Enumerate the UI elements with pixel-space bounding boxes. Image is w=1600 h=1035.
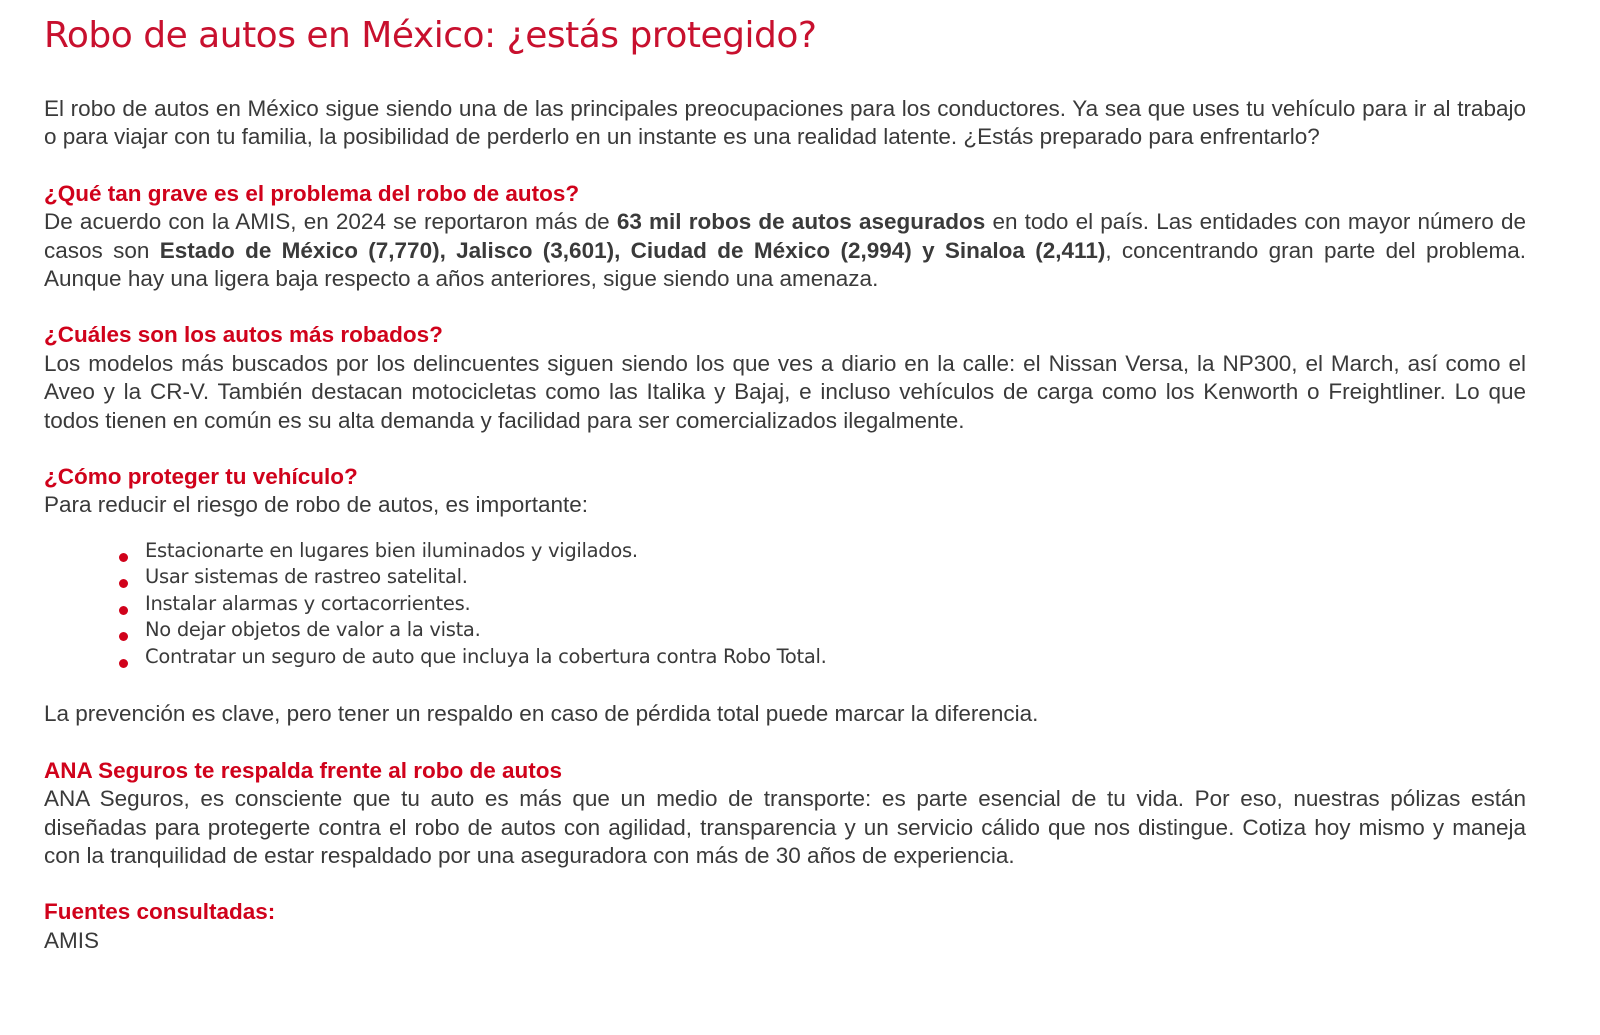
bullet-dot-icon <box>119 632 128 641</box>
section-text-models: Los modelos más buscados por los delincuentes siguen siendo los que ves a diario en la calle: el Nissan Versa, la NP300, el March, así como el Aveo y la CR-V. También destacan motocicletas como las Italika y Bajaj, e incluso vehículos de carga como los Kenworth o Freightliner. Lo que todos tienen en común es su alta demanda y facilidad para ser comercializados ilegalmente. <box>44 350 1526 433</box>
page-title: Robo de autos en México: ¿estás protegido? <box>44 15 817 56</box>
bold-states: Estado de México (7,770), Jalisco (3,601), Ciudad de México (2,994) y Sinaloa (2,411) <box>159 237 1106 263</box>
list-item <box>119 564 1526 591</box>
section-text-problem <box>44 208 1526 293</box>
intro-paragraph: El robo de autos en México sigue siendo una de las principales preocupaciones para los conductores. Ya sea que uses tu vehículo para ir al trabajo o para viajar con tu familia, la posibilidad de perderlo en un instante es una realidad latente. ¿Estás preparado para enfrentarlo? <box>44 96 1526 150</box>
prevention-paragraph: La prevención es clave, pero tener un respaldo en caso de pérdida total puede marcar la diferencia. <box>44 701 1039 727</box>
bold-stat: 63 mil robos de autos asegurados <box>616 209 986 235</box>
text-segment: , concentrando gran parte del problema. Aunque hay una ligera baja respecto a años anteriores, sigue siendo una amenaza. <box>44 237 1526 292</box>
bullet-dot-icon <box>119 553 128 562</box>
section-heading-ana: ANA Seguros te respalda frente al robo de autos <box>44 757 563 783</box>
article <box>44 0 1526 955</box>
list-item-text: Instalar alarmas y cortacorrientes. <box>145 591 471 615</box>
section-text-protect: Para reducir el riesgo de robo de autos, es importante: <box>44 492 589 518</box>
list-item-text: No dejar objetos de valor a la vista. <box>145 618 481 642</box>
list-item <box>119 591 1526 618</box>
bullet-dot-icon <box>119 579 128 588</box>
list-item-text: Estacionarte en lugares bien iluminados y vigilados. <box>145 538 638 562</box>
section-text-ana: ANA Seguros, es consciente que tu auto es más que un medio de transporte: es parte esencial de tu vida. Por eso, nuestras pólizas están diseñadas para protegerte contra el robo de autos con agilidad, transparencia y un servicio cálido que nos distingue. Cotiza hoy mismo y maneja con la tranquilidad de estar respaldado por una aseguradora con más de 30 años de experiencia. <box>44 786 1526 868</box>
section-heading-models: ¿Cuáles son los autos más robados? <box>44 322 443 348</box>
sources-text: AMIS <box>44 927 100 953</box>
text-segment: De acuerdo con la AMIS, en 2024 se reportaron más de <box>44 209 617 235</box>
list-item-text: Usar sistemas de rastreo satelital. <box>145 565 468 589</box>
protection-list <box>44 538 1526 671</box>
bullet-dot-icon <box>119 659 128 668</box>
section-heading-protect: ¿Cómo proteger tu vehículo? <box>44 464 358 490</box>
sources-heading: Fuentes consultadas: <box>44 899 276 925</box>
text-segment: en todo el país. Las entidades con mayor número de casos son <box>44 209 1526 263</box>
bullet-dot-icon <box>119 606 128 615</box>
list-item <box>119 617 1526 644</box>
section-heading-problem: ¿Qué tan grave es el problema del robo de autos? <box>44 180 580 206</box>
list-item-text: Contratar un seguro de auto que incluya la cobertura contra Robo Total. <box>145 644 827 668</box>
list-item <box>119 538 1526 565</box>
list-item <box>119 644 1526 671</box>
